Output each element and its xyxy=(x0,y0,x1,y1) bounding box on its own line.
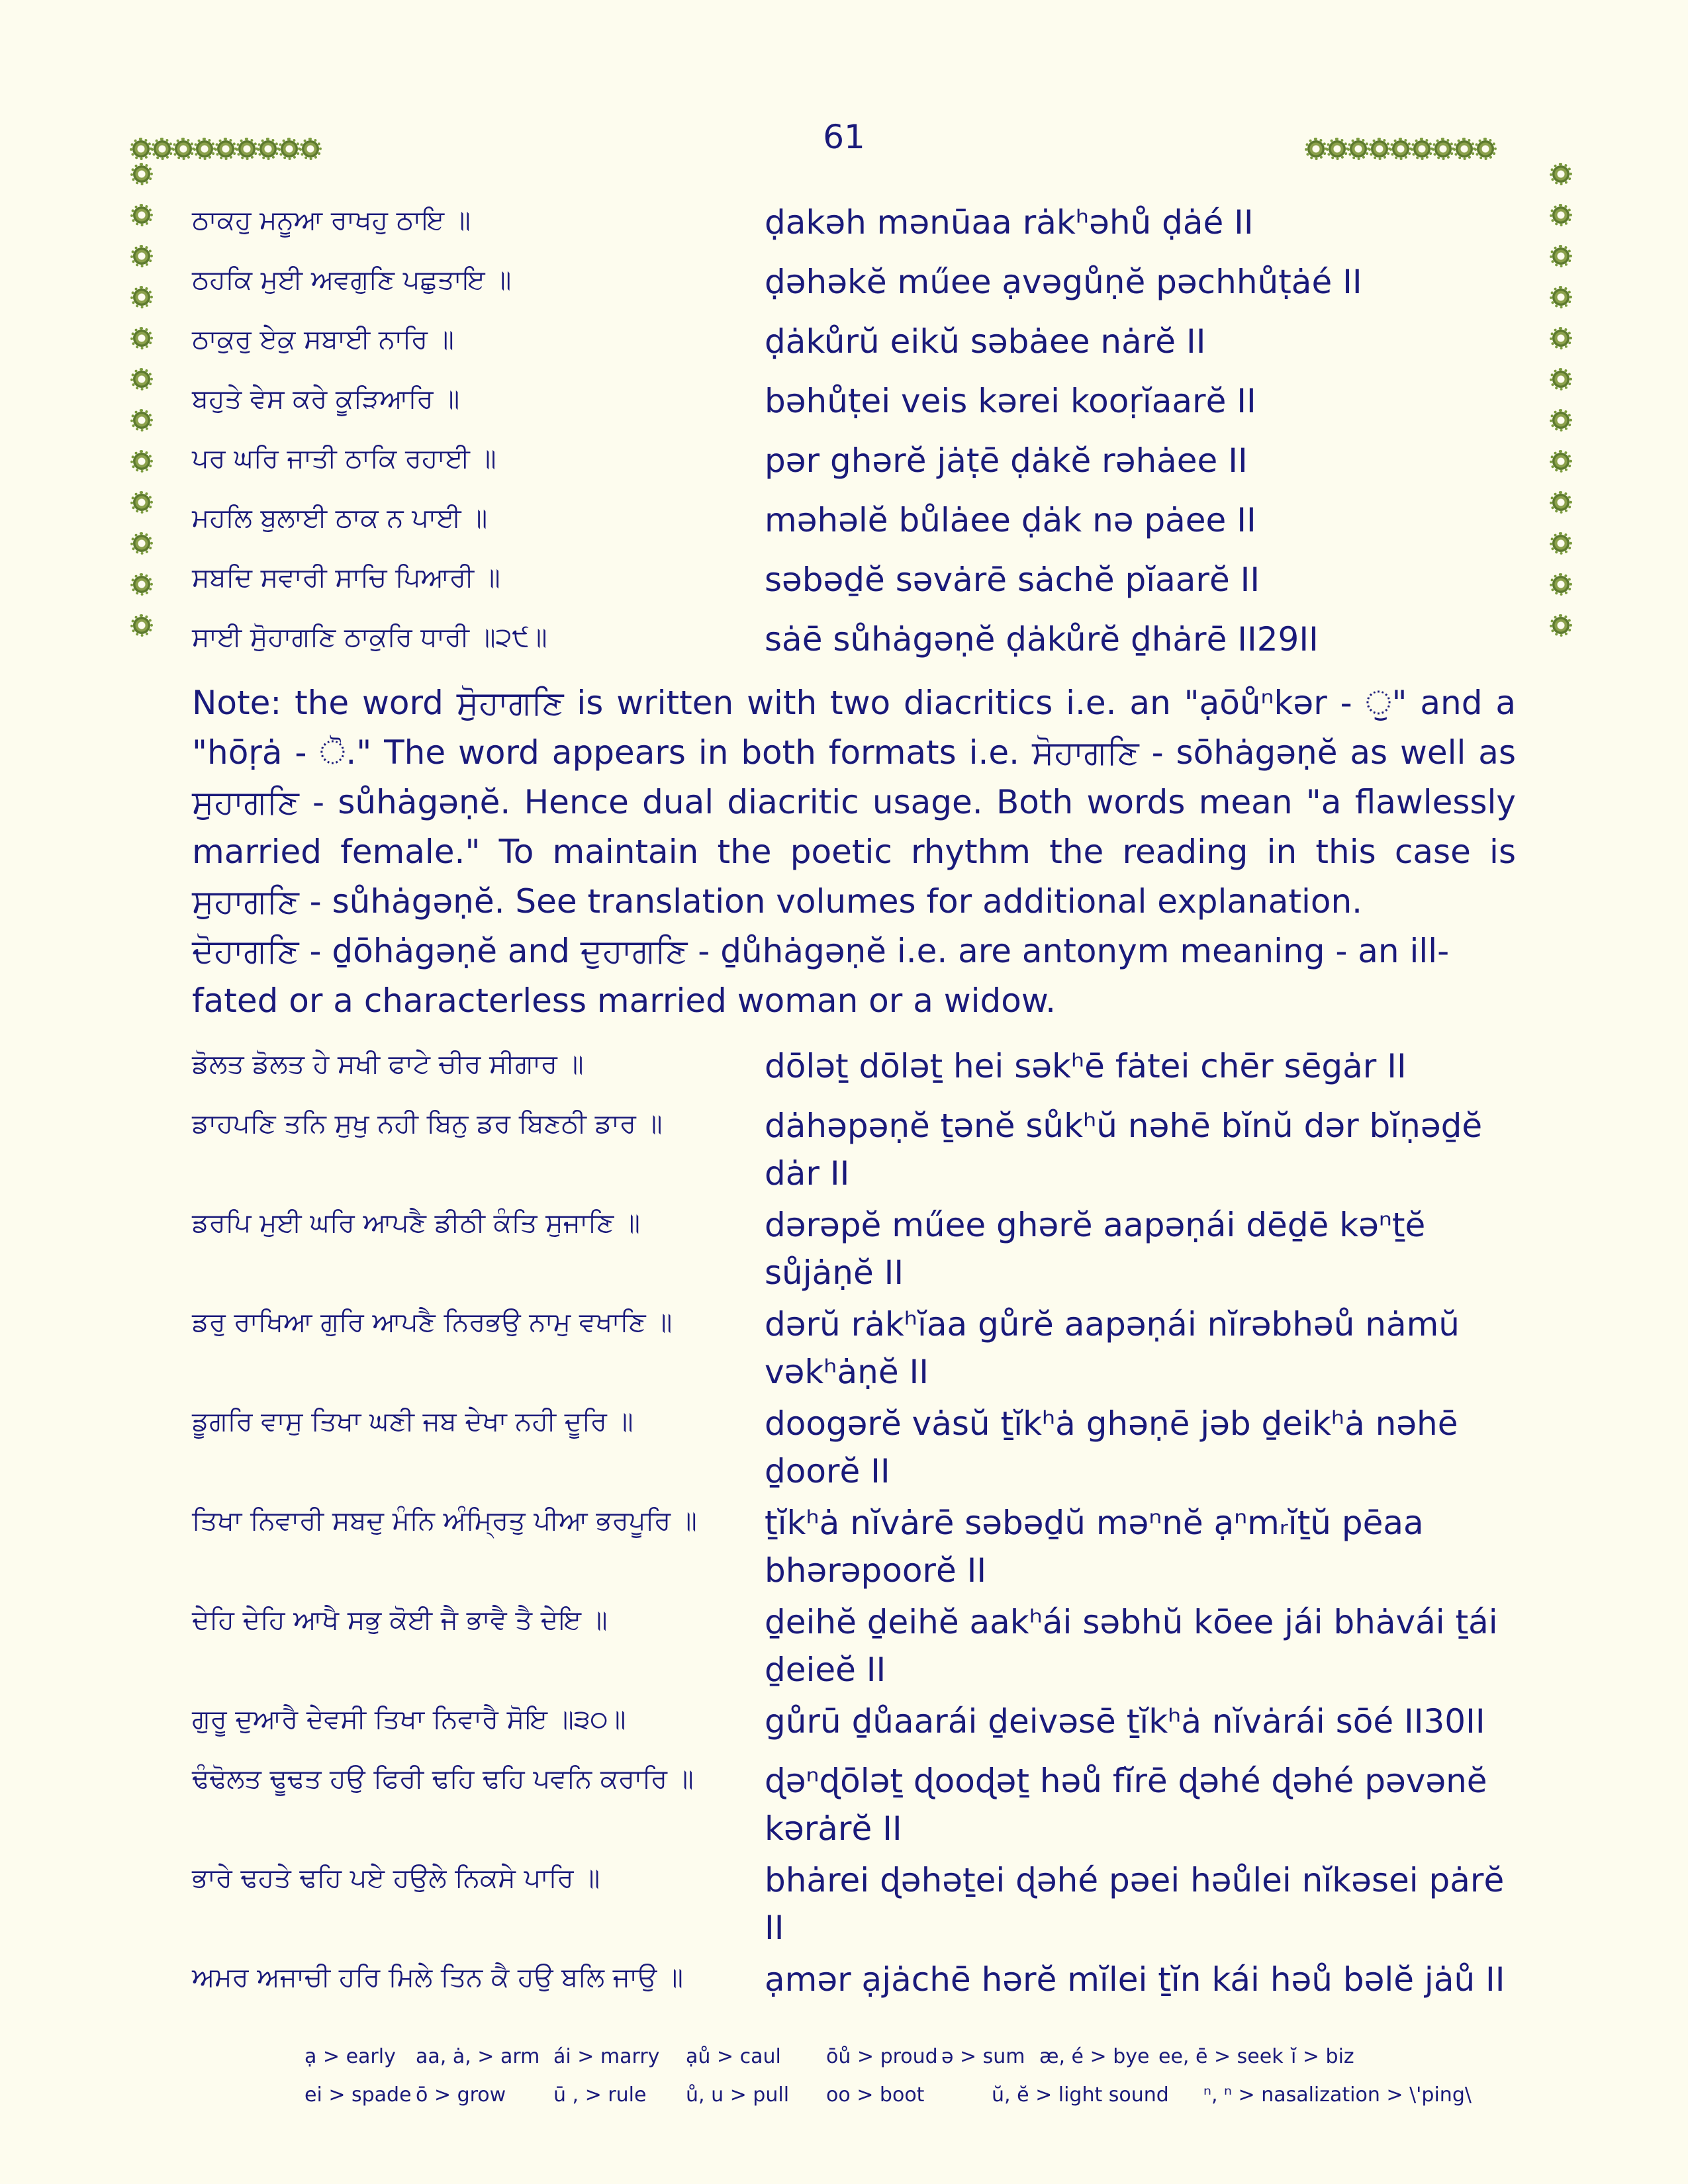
legend-item: ə > sum xyxy=(941,2045,1025,2068)
flower-ornament-icon xyxy=(133,206,150,224)
top-right-ornament xyxy=(1307,136,1494,162)
legend-item: aa, ȧ, > arm xyxy=(416,2045,540,2068)
gurmukhi-line: ਢੰਢੋਲਤ ਢੂਢਤ ਹਉ ਫਿਰੀ ਢਹਿ ਢਹਿ ਪਵਨਿ ਕਰਾਰਿ ॥ xyxy=(192,1764,694,1794)
transliteration-line: ḍȧkůrŭ eikŭ səbȧee nȧrĕ II xyxy=(765,322,1206,361)
flower-ornament-icon xyxy=(133,453,150,470)
flower-ornament-icon xyxy=(217,140,234,158)
gurmukhi-line: ਠਾਕਹੁ ਮਨੂਆ ਰਾਖਹੁ ਠਾਇ ॥ xyxy=(192,205,471,236)
flower-ornament-icon xyxy=(175,140,192,158)
transliteration-line: dȧhəpəṇĕ ṯənĕ sůkʰŭ nəhē bĭnŭ dər bĭṇəḏĕ dȧr II xyxy=(765,1107,1483,1193)
legend-item: ū , > rule xyxy=(553,2083,647,2107)
flower-ornament-icon xyxy=(133,248,150,265)
gurmukhi-line: ਮਹਲਿ ਬੁਲਾਈ ਠਾਕ ਨ ਪਾਈ ॥ xyxy=(192,503,488,533)
flower-ornament-icon xyxy=(238,140,256,158)
flower-ornament-icon xyxy=(1552,330,1570,347)
flower-ornament-icon xyxy=(1434,140,1452,158)
pronunciation-legend-row-1 xyxy=(305,2045,1370,2068)
transliteration-line: ṯĭkʰȧ nĭvȧrē səbəḏŭ məⁿnĕ ạⁿmᵣĭṯŭ pēaa bhərəpoorĕ II xyxy=(765,1504,1424,1590)
transliteration-line: səbəḏĕ səvȧrē sȧchĕ pĭaarĕ II xyxy=(765,561,1260,599)
transliteration-line: bəhůṭei veis kərei kooṛĭaarĕ II xyxy=(765,382,1256,420)
flower-ornament-icon xyxy=(302,140,319,158)
flower-ornament-icon xyxy=(1477,140,1494,158)
transliteration-line: ɖəⁿɖōləṯ ɖooɖəṯ həů fĭrē ɖəhé ɖəhé pəvənĕ kərȧrĕ II xyxy=(765,1762,1487,1848)
flower-ornament-icon xyxy=(133,576,150,593)
gurmukhi-line: ਡਰੁ ਰਾਖਿਆ ਗੁਰਿ ਆਪਣੈ ਨਿਰਭਉ ਨਾਮੁ ਵਖਾਣਿ ॥ xyxy=(192,1307,673,1338)
flower-ornament-icon xyxy=(133,371,150,388)
flower-ornament-icon xyxy=(1552,617,1570,634)
gurmukhi-line: ਬਹੁਤੇ ਵੇਸ ਕਰੇ ਕੂੜਿਆਰਿ ॥ xyxy=(192,384,460,414)
gurmukhi-line: ਪਰ ਘਰਿ ਜਾਤੀ ਠਾਕਿ ਰਹਾਈ ॥ xyxy=(192,443,496,474)
pronunciation-legend-row-2 xyxy=(305,2083,1481,2107)
flower-ornament-icon xyxy=(133,494,150,511)
gurmukhi-line: ਡੂਗਰਿ ਵਾਸੁ ਤਿਖਾ ਘਣੀ ਜਬ ਦੇਖਾ ਨਹੀ ਦੂਰਿ ॥ xyxy=(192,1406,633,1437)
flower-ornament-icon xyxy=(1456,140,1473,158)
legend-item: ōů > proud xyxy=(826,2045,938,2068)
gurmukhi-line: ਦੇਹਿ ਦੇਹਿ ਆਖੈ ਸਭੁ ਕੋਈ ਜੈ ਭਾਵੈ ਤੈ ਦੇਇ ॥ xyxy=(192,1605,608,1635)
transliteration-line: ḍakəh mənūaa rȧkʰəhů ḍȧé II xyxy=(765,203,1254,242)
legend-item: æ, é > bye xyxy=(1039,2045,1150,2068)
flower-ornament-icon xyxy=(1371,140,1388,158)
legend-item: oo > boot xyxy=(826,2083,925,2107)
flower-ornament-icon xyxy=(1552,412,1570,429)
gurmukhi-line: ਤਿਖਾ ਨਿਵਾਰੀ ਸਬਦੁ ਮੰਨਿ ਅੰਮ੍ਰਿਤੁ ਪੀਆ ਭਰਪੂਰਿ ॥ xyxy=(192,1506,697,1536)
flower-ornament-icon xyxy=(132,140,150,158)
flower-ornament-icon xyxy=(259,140,277,158)
gurmukhi-line: ਡੋਲਤ ਡੋਲਤ ਹੇ ਸਖੀ ਫਾਟੇ ਚੀਰ ਸੀਗਾਰ ॥ xyxy=(192,1049,584,1079)
top-left-ornament xyxy=(132,136,319,162)
flower-ornament-icon xyxy=(133,330,150,347)
transliteration-line: sȧē sůhȧgəṇĕ ḍȧkůrĕ ḏhȧrē II29II xyxy=(765,620,1319,659)
legend-item: ⁿ, ⁿ > nasalization > \'ping\ xyxy=(1203,2083,1472,2107)
flower-ornament-icon xyxy=(154,140,171,158)
flower-ornament-icon xyxy=(281,140,298,158)
gurmukhi-line: ਠਾਕੁਰੁ ਏਕੁ ਸਬਾਈ ਨਾਰਿ ॥ xyxy=(192,324,454,355)
flower-ornament-icon xyxy=(1552,494,1570,511)
transliteration-line: bhȧrei ɖəhəṯei ɖəhé pəei həůlei nĭkəsei pȧrĕ II xyxy=(765,1861,1505,1947)
legend-item: ạů > caul xyxy=(686,2045,781,2068)
left-ornament-column xyxy=(128,165,155,634)
gurmukhi-line: ਡਰਪਿ ਮੁਈ ਘਰਿ ਆਪਣੈ ਡੀਠੀ ਕੰਤਿ ਸੁਜਾਣਿ ॥ xyxy=(192,1208,640,1238)
legend-item: ĭ > biz xyxy=(1291,2045,1354,2068)
gurmukhi-line: ਗੁਰੂ ਦੁਆਰੈ ਦੇਵਸੀ ਤਿਖਾ ਨਿਵਾਰੈ ਸੋਇ ॥੩੦॥ xyxy=(192,1704,626,1735)
legend-item: ō > grow xyxy=(416,2083,506,2107)
flower-ornament-icon xyxy=(1552,248,1570,265)
legend-item: ei > spade xyxy=(305,2083,412,2107)
transliteration-line: dərŭ rȧkʰĭaa gůrĕ aapəṇái nĭrəbhəů nȧmŭ vəkʰȧṇĕ II xyxy=(765,1305,1460,1391)
right-ornament-column xyxy=(1548,165,1574,634)
transliteration-line: ḏeihĕ ḏeihĕ aakʰái səbhŭ kōee jái bhȧvái ṯái ḏeieĕ II xyxy=(765,1603,1498,1689)
flower-ornament-icon xyxy=(133,165,150,183)
flower-ornament-icon xyxy=(1552,535,1570,552)
transliteration-line: pər ghərĕ jȧṭē ḍȧkĕ rəhȧee II xyxy=(765,441,1248,480)
legend-item: ee, ē > seek xyxy=(1158,2045,1284,2068)
legend-item: ŭ, ĕ > light sound xyxy=(992,2083,1169,2107)
legend-item: ů, u > pull xyxy=(686,2083,790,2107)
note-paragraph: Note: the word ਸੋੁਹਾਗਣਿ is written with two diacritics i.e. an "ạōůⁿkər - ੁ" and a "hōṛȧ - ੋ." The word appears in both formats i.e. ਸੋਹਾਗਣਿ - sōhȧgəṇĕ as well as ਸੁਹਾਗਣਿ - sůhȧgəṇĕ. Hence dual diacritic usage. Both words mean "a flawlessly married female." To maintain the poetic rhythm the reading in this case is ਸੁਹਾਗਣਿ - sůhȧgəṇĕ. See translation volumes for additional explanation. xyxy=(192,684,1516,921)
flower-ornament-icon xyxy=(1329,140,1346,158)
gurmukhi-line: ਡਾਹਪਣਿ ਤਨਿ ਸੁਖੁ ਨਹੀ ਬਿਨੁ ਡਰ ਬਿਣਠੀ ਡਾਰ ॥ xyxy=(192,1109,663,1139)
flower-ornament-icon xyxy=(196,140,213,158)
legend-item: ạ > early xyxy=(305,2045,396,2068)
flower-ornament-icon xyxy=(1552,576,1570,593)
flower-ornament-icon xyxy=(1307,140,1325,158)
flower-ornament-icon xyxy=(133,412,150,429)
transliteration-line: doogərĕ vȧsŭ ṯĭkʰȧ ghəṇē jəb ḏeikʰȧ nəhē ḏoorĕ II xyxy=(765,1404,1458,1490)
transliteration-line: məhəlĕ bůlȧee ḍȧk nə pȧee II xyxy=(765,501,1256,539)
transliteration-line: ạmər ạjȧchē hərĕ mĭlei ṯĭn kái həů bəlĕ jȧů II xyxy=(765,1960,1505,1999)
transliteration-line: dōləṯ dōləṯ hei səkʰē fȧtei chēr sēgȧr II xyxy=(765,1047,1407,1085)
flower-ornament-icon xyxy=(1350,140,1367,158)
flower-ornament-icon xyxy=(1392,140,1409,158)
flower-ornament-icon xyxy=(1413,140,1430,158)
transliteration-line: ḍəhəkĕ műee ạvəgůṇĕ pəchhůṭȧé II xyxy=(765,263,1362,301)
flower-ornament-icon xyxy=(1552,453,1570,470)
gurmukhi-line: ਭਾਰੇ ਢਹਤੇ ਢਹਿ ਪਏ ਹਉਲੇ ਨਿਕਸੇ ਪਾਰਿ ॥ xyxy=(192,1863,600,1893)
gurmukhi-line: ਸਾਈ ਸੋੁਹਾਗਣਿ ਠਾਕੁਰਿ ਧਾਰੀ ॥੨੯॥ xyxy=(192,622,547,653)
transliteration-line: dərəpĕ műee ghərĕ aapəṇái dēḏē kəⁿṯĕ sůjȧṇĕ II xyxy=(765,1206,1426,1292)
gurmukhi-line: ਅਮਰ ਅਜਾਚੀ ਹਰਿ ਮਿਲੇ ਤਿਨ ਕੈ ਹਉ ਬਲਿ ਜਾਉ ॥ xyxy=(192,1962,683,1993)
antonym-note: ਦੋਹਾਗਣਿ - ḏōhȧgəṇĕ and ਦੁਹਾਗਣਿ - ḏůhȧgəṇĕ i.e. are antonym meaning - an ill-fated or a characterless married woman or a widow. xyxy=(192,932,1450,1020)
flower-ornament-icon xyxy=(133,535,150,552)
transliteration-line: gůrū ḏůaarái ḏeivəsē ṯĭkʰȧ nĭvȧrái sōé II30II xyxy=(765,1702,1485,1741)
flower-ornament-icon xyxy=(1552,371,1570,388)
flower-ornament-icon xyxy=(133,289,150,306)
page-number: 61 xyxy=(823,118,865,156)
legend-item: ái > marry xyxy=(553,2045,660,2068)
gurmukhi-line: ਠਹਕਿ ਮੁਈ ਅਵਗੁਣਿ ਪਛੁਤਾਇ ॥ xyxy=(192,265,512,295)
gurmukhi-line: ਸਬਦਿ ਸਵਾਰੀ ਸਾਚਿ ਪਿਆਰੀ ॥ xyxy=(192,563,500,593)
flower-ornament-icon xyxy=(1552,206,1570,224)
flower-ornament-icon xyxy=(1552,165,1570,183)
flower-ornament-icon xyxy=(1552,289,1570,306)
flower-ornament-icon xyxy=(133,617,150,634)
